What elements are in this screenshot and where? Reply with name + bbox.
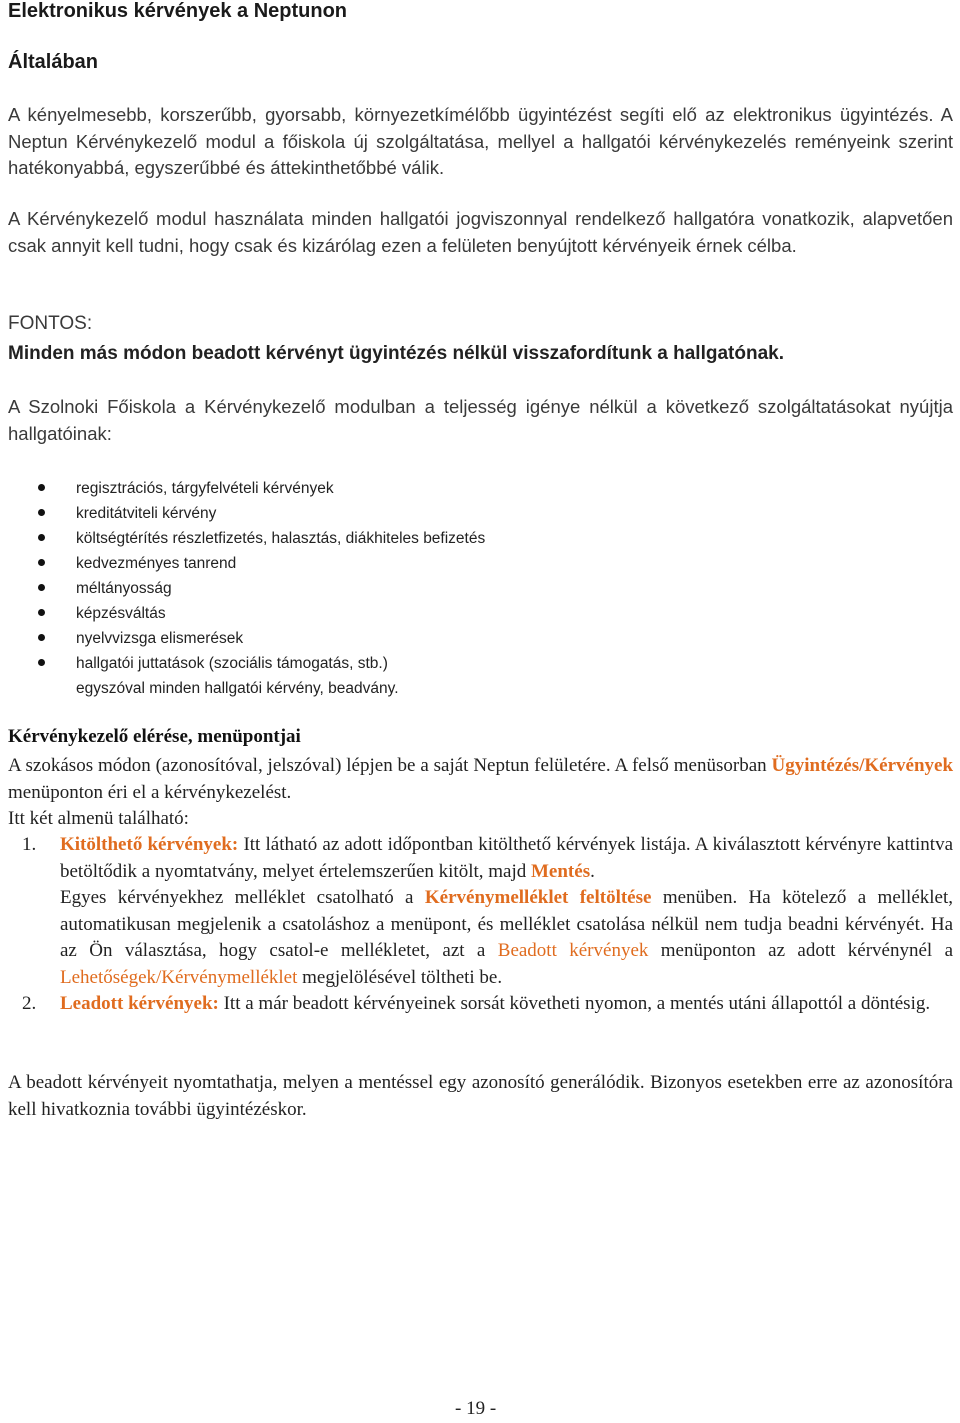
list-item: regisztrációs, tárgyfelvételi kérvények xyxy=(38,476,485,501)
list-item: képzésváltás xyxy=(38,601,485,626)
important-text: Minden más módon beadott kérvényt ügyintézés nélkül visszafordítunk a hallgatónak. xyxy=(8,343,784,364)
bullet-icon xyxy=(38,534,45,541)
list-item: költségtérítés részletfizetés, halasztás, diákhiteles befizetés xyxy=(38,526,485,551)
intro-paragraph: A kényelmesebb, korszerűbb, gyorsabb, környezetkímélőbb ügyintézést segíti elő az elektronikus ügyintézés. A Neptun Kérvénykezelő modul a főiskola új szolgáltatása, mellyel a hallgatói kérvénykezelés reményeink szerint hatékonyabbá, egyszerűbbé és áttekinthetőbbé válik. xyxy=(8,104,953,178)
submenu-intro: Itt két almenü található: xyxy=(8,808,189,829)
closing-paragraph: A beadott kérvényeit nyomtathatja, melyen a mentéssel egy azonosító generálódik. Bizonyos esetekben erre az azonosítóra kell hivatkoznia további ügyintézéskor. xyxy=(8,1072,953,1120)
bullet-icon xyxy=(38,609,45,616)
save-label: Mentés xyxy=(531,860,591,882)
section-heading-access: Kérvénykezelő elérése, menüpontjai xyxy=(8,726,301,747)
bullet-icon xyxy=(38,484,45,491)
submitted-menu-label: Beadott kérvények xyxy=(497,940,649,961)
list-item: hallgatói juttatások (szociális támogatás, stb.) xyxy=(38,651,485,676)
bullet-icon xyxy=(38,509,45,516)
list-item: nyelvvizsga elismerések xyxy=(38,626,485,651)
bullet-icon xyxy=(38,584,45,591)
services-list xyxy=(38,476,485,676)
access-paragraph: A szokásos módon (azonosítóval, jelszóval) lépjen be a saját Neptun felületére. A felső menüsorban Ügyintézés/Kérvények menüponton éri el a kérvénykezelést. xyxy=(8,755,954,803)
submenu-list xyxy=(8,832,953,1018)
list-item: méltányosság xyxy=(38,576,485,601)
menu-path: Ügyintézés/Kérvények xyxy=(771,755,954,776)
bullet-icon xyxy=(38,634,45,641)
submenu-label: Kitölthető kérvények: xyxy=(60,834,239,855)
submenu-label: Leadott kérvények: xyxy=(60,993,219,1014)
services-intro: A Szolnoki Főiskola a Kérvénykezelő modulban a teljesség igénye nélkül a következő szolgáltatásokat nyújtja hallgatóinak: xyxy=(8,396,953,444)
attach-menu-label: Kérvénymelléklet feltöltése xyxy=(424,887,652,908)
bullet-icon xyxy=(38,559,45,566)
bullet-icon xyxy=(38,659,45,666)
list-item: 1. Kitölthető kérvények: Itt látható az adott időpontban kitölthető kérvények listája. A kiválasztott kérvényre kattintva betöltődik a nyomtatvány, melyet értelemszerűen kitölt, majd Mentés. Egyes kérvényekhez melléklet csatolható a Kérvénymelléklet feltöltése menüben. Ha kötelező a melléklet, automatikusan megjelenik a csatoláshoz a menüpont, és melléklet csatolása nélkül nem tudja beadni kérvényét. Ha az Ön választása, hogy csatol-e mellékletet, azt a Beadott kérvények menüponton az adott kérvénynél a Lehetőségek/Kérvénymelléklet megjelölésével töltheti be. xyxy=(22,834,954,988)
options-menu-label: Lehetőségek/Kérvénymelléklet xyxy=(60,966,298,988)
section-heading-general: Általában xyxy=(8,51,99,73)
list-item: kedvezményes tanrend xyxy=(38,551,485,576)
page-number: - 19 - xyxy=(455,1398,497,1419)
usage-paragraph: A Kérvénykezelő modul használata minden hallgatói jogviszonnyal rendelkező hallgatóra vonatkozik, alapvetően csak annyit kell tudni, hogy csak és kizárólag ezen a felületen benyújtott kérvényeik érnek célba. xyxy=(8,208,953,256)
important-label: FONTOS: xyxy=(8,313,93,334)
services-extra: egyszóval minden hallgatói kérvény, beadvány. xyxy=(76,680,399,697)
list-item: kreditátviteli kérvény xyxy=(38,501,485,526)
list-item: 2. Leadott kérvények: Itt a már beadott kérvényeinek sorsát követheti nyomon, a mentés utáni állapottól a döntésig. xyxy=(22,993,931,1014)
document-title: Elektronikus kérvények a Neptunon xyxy=(8,0,348,22)
